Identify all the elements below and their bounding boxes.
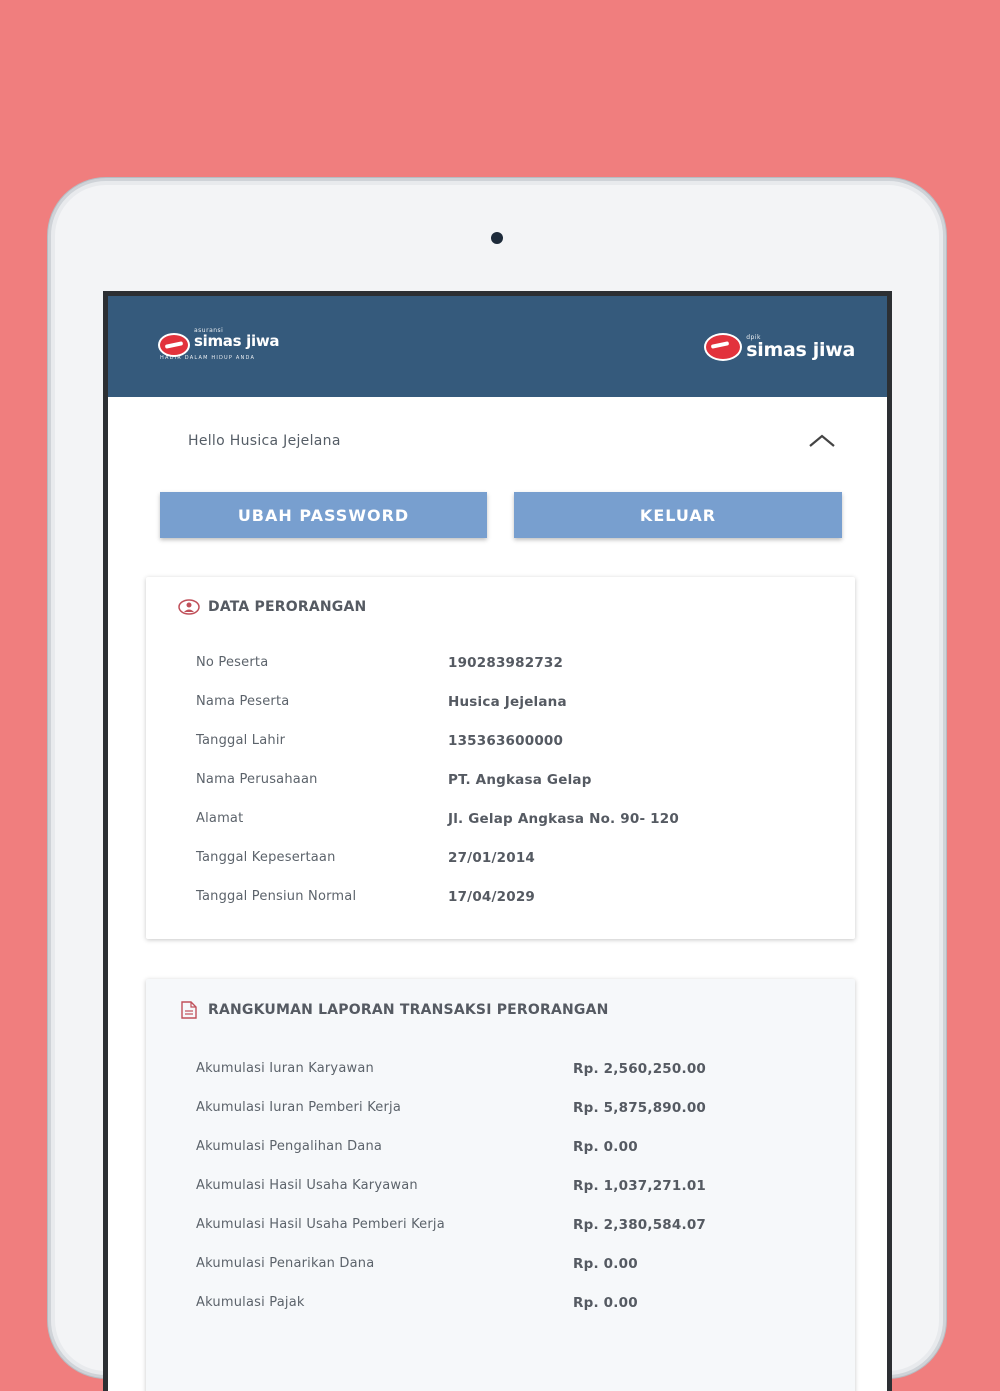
row-label: Tanggal Kepesertaan [196, 850, 336, 865]
app-screen [103, 291, 892, 1391]
simas-logo-icon [704, 333, 742, 361]
data-row [196, 850, 835, 889]
row-label: Akumulasi Iuran Karyawan [196, 1061, 374, 1076]
row-value: Rp. 0.00 [573, 1139, 638, 1155]
data-row [196, 733, 835, 772]
row-value: Rp. 1,037,271.01 [573, 1178, 707, 1194]
logo-tagline: HADIR DALAM HIDUP ANDA [160, 355, 256, 361]
chevron-up-icon[interactable] [808, 432, 836, 448]
data-row [196, 811, 835, 850]
row-label: Akumulasi Hasil Usaha Karyawan [196, 1178, 418, 1193]
row-value: Rp. 2,560,250.00 [573, 1061, 707, 1077]
data-row [196, 889, 835, 928]
header-bar [108, 296, 887, 397]
card-title-text: RANGKUMAN LAPORAN TRANSAKSI PERORANGAN [208, 1002, 609, 1018]
row-label: No Peserta [196, 655, 269, 670]
row-label: Alamat [196, 811, 244, 826]
data-row [196, 1217, 835, 1256]
personal-data-list [196, 655, 835, 928]
data-row [196, 1256, 835, 1295]
row-label: Akumulasi Pengalihan Dana [196, 1139, 383, 1154]
row-label: Tanggal Lahir [196, 733, 286, 748]
row-value: 17/04/2029 [448, 889, 536, 905]
data-row [196, 1139, 835, 1178]
personal-data-card [146, 577, 855, 939]
transaction-summary-title [178, 1001, 609, 1019]
tablet-camera [491, 232, 503, 244]
row-value: Rp. 0.00 [573, 1295, 638, 1311]
row-value: 135363600000 [448, 733, 564, 749]
data-row [196, 1178, 835, 1217]
row-label: Tanggal Pensiun Normal [196, 889, 357, 904]
logo-small-text: dpik [746, 333, 761, 341]
row-value: Rp. 2,380,584.07 [573, 1217, 707, 1233]
greeting-text: Hello Husica Jejelana [188, 433, 341, 449]
logo-small-text: asuransi [194, 327, 224, 334]
change-password-button[interactable]: UBAH PASSWORD [160, 492, 487, 538]
data-row [196, 1061, 835, 1100]
row-label: Akumulasi Iuran Pemberi Kerja [196, 1100, 401, 1115]
document-icon [178, 1001, 200, 1019]
row-value: Jl. Gelap Angkasa No. 90- 120 [448, 811, 679, 827]
data-row [196, 1295, 835, 1334]
row-label: Akumulasi Hasil Usaha Pemberi Kerja [196, 1217, 445, 1232]
data-row [196, 772, 835, 811]
personal-data-title [178, 599, 366, 615]
user-circle-icon [178, 599, 200, 615]
row-value: PT. Angkasa Gelap [448, 772, 592, 788]
transaction-summary-card [146, 979, 855, 1391]
row-value: 27/01/2014 [448, 850, 536, 866]
simas-logo-icon [158, 333, 190, 357]
row-label: Akumulasi Pajak [196, 1295, 305, 1310]
logo-name: simas jiwa [746, 338, 855, 361]
row-value: Rp. 0.00 [573, 1256, 638, 1272]
row-value: Rp. 5,875,890.00 [573, 1100, 707, 1116]
row-label: Akumulasi Penarikan Dana [196, 1256, 375, 1271]
asuransi-simas-jiwa-logo[interactable] [158, 328, 279, 361]
data-row [196, 1100, 835, 1139]
row-label: Nama Peserta [196, 694, 290, 709]
dpik-simas-jiwa-logo[interactable] [704, 333, 855, 361]
transaction-summary-list [196, 1061, 835, 1334]
row-value: Husica Jejelana [448, 694, 567, 710]
card-title-text: DATA PERORANGAN [208, 599, 367, 615]
data-row [196, 655, 835, 694]
row-value: 190283982732 [448, 655, 564, 671]
logout-button[interactable]: KELUAR [514, 492, 842, 538]
logo-name: simas jiwa [194, 332, 280, 350]
row-label: Nama Perusahaan [196, 772, 318, 787]
data-row [196, 694, 835, 733]
